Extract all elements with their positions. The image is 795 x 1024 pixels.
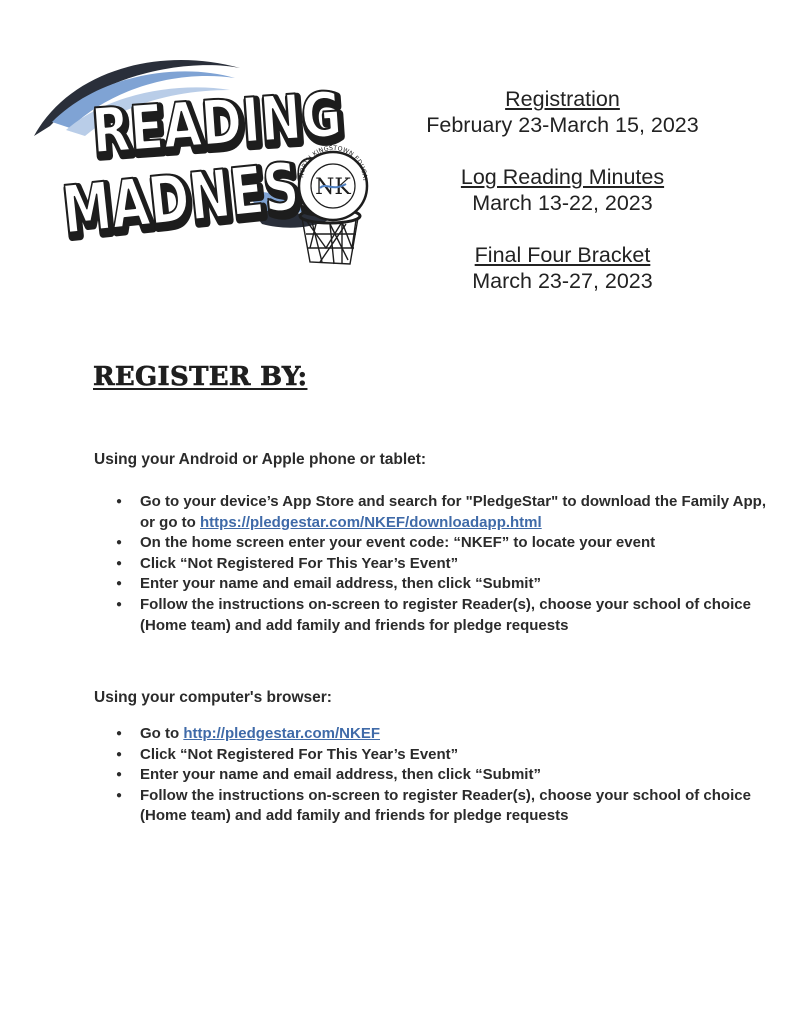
mobile-steps-list — [93, 492, 780, 636]
schedule-final-four — [405, 242, 720, 294]
register-by-heading: REGISTER BY: — [93, 362, 308, 392]
svg-text:NK: NK — [315, 175, 351, 200]
list-item — [140, 724, 780, 745]
reading-madness-logo — [30, 48, 375, 276]
svg-text:READING: READING — [89, 72, 375, 168]
svg-text:READING: READING — [91, 76, 375, 172]
svg-text:MADNESS: MADNESS — [61, 138, 375, 253]
schedule-log-minutes — [405, 164, 720, 216]
list-item: ● Follow the instructions on-screen to register Reader(s), choose your school of choice (Home team) and add family and friends for pledge requests — [140, 595, 780, 636]
schedule-heading: Final Four Bracket — [474, 243, 651, 267]
list-item: ● Click “Not Registered For This Year’s Event” — [140, 745, 780, 766]
step-text: Go to your device’s App Store and search for "PledgeStar" to download the Family App, or go to — [140, 493, 766, 531]
schedule-dates: March 13-22, 2023 — [472, 191, 653, 215]
list-item: ● Enter your name and email address, then click “Submit” — [140, 574, 780, 595]
schedule-dates: February 23-March 15, 2023 — [426, 113, 699, 137]
computer-steps-list — [93, 724, 780, 827]
list-item: ● On the home screen enter your event code: “NKEF” to locate your event — [140, 533, 780, 554]
list-item: ● Follow the instructions on-screen to register Reader(s), choose your school of choice (Home team) and add family and friends for pledge requests — [140, 786, 780, 827]
download-app-link[interactable]: https://pledgestar.com/NKEF/downloadapp.html — [200, 513, 542, 531]
step-text: Go to — [140, 725, 184, 742]
list-item — [140, 492, 780, 533]
pledgestar-link[interactable]: http://pledgestar.com/NKEF — [183, 725, 381, 742]
list-item: ● Click “Not Registered For This Year’s Event” — [140, 554, 780, 575]
computer-section-label: Using your computer's browser: — [94, 689, 332, 706]
schedule-registration — [405, 86, 720, 138]
svg-text:NORTH KINGSTOWN EDUCATIONAL FO: NORTH KINGSTOWN EDUCAT — [298, 144, 369, 182]
mobile-section-label: Using your Android or Apple phone or tablet: — [94, 451, 427, 468]
schedule-heading: Log Reading Minutes — [460, 165, 665, 189]
event-schedule — [405, 86, 720, 320]
schedule-dates: March 23-27, 2023 — [472, 269, 653, 293]
list-item: ● Enter your name and email address, then click “Submit” — [140, 765, 780, 786]
svg-text:MADNESS: MADNESS — [58, 134, 375, 250]
schedule-heading: Registration — [505, 87, 620, 111]
